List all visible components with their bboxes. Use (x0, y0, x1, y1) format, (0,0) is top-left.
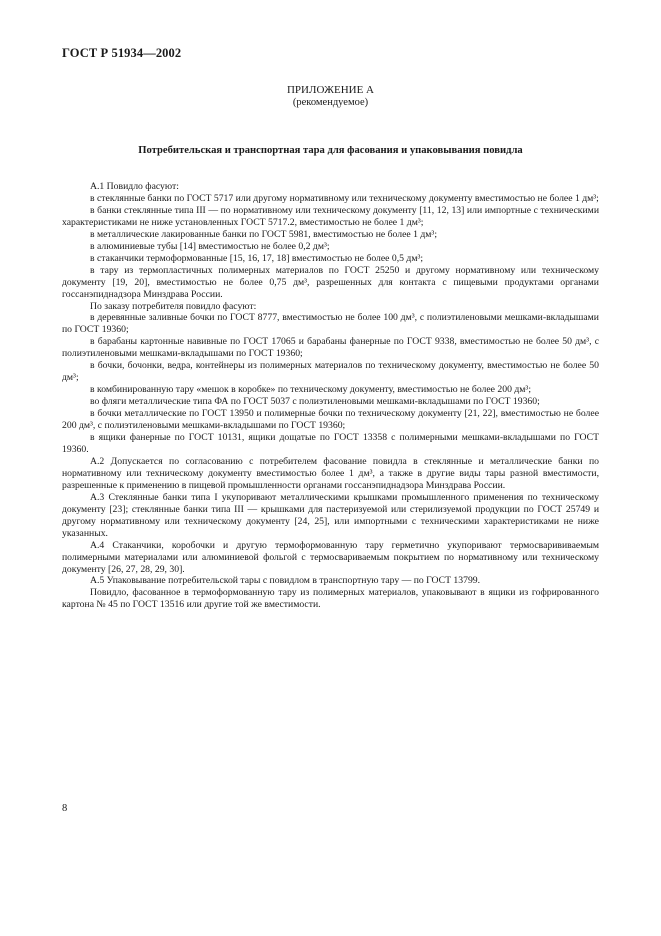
body-text (62, 181, 599, 611)
paragraph: в бочки, бочонки, ведра, контейнеры из полимерных материалов по техническому документу, вместимостью не более 50 дм³; (62, 360, 599, 384)
document-code-header: ГОСТ Р 51934—2002 (62, 46, 182, 60)
paragraph: в алюминиевые тубы [14] вместимостью не более 0,2 дм³; (90, 240, 330, 252)
paragraph: в ящики фанерные по ГОСТ 10131, ящики дощатые по ГОСТ 13358 с полимерными мешками-вкладышами по ГОСТ 19360. (62, 432, 599, 455)
paragraph: в барабаны картонные навивные по ГОСТ 17065 и барабаны фанерные по ГОСТ 9338, вместимостью не более 50 дм³, с полиэтиленовыми мешками-вкладышами по ГОСТ 19360; (62, 336, 599, 360)
paragraph: А.2 Допускается по согласованию с потребителем фасование повидла в стеклянные и металлические банки по нормативному или техническому документу вместимостью более 1 дм³, а также в другие виды тары разной вместимости, разрешенные к применению в пищевой промышленности органами госсанэпиднадзора Минздрава России. (62, 455, 599, 491)
paragraph: А.5 Упаковывание потребительской тары с повидлом в транспортную тару — по ГОСТ 13799. (90, 575, 481, 587)
paragraph: в бочки металлические по ГОСТ 13950 и полимерные бочки по техническому документу [21, 22], вместимостью не более 200 дм³, с полиэтиленовыми мешками-вкладышами по ГОСТ 19360; (62, 408, 599, 432)
paragraph: в тару из термопластичных полимерных материалов по ГОСТ 25250 и другому нормативному или техническому документу [19, 20], вместимостью не более 0,75 дм³, разрешенных для контакта с пищевыми продуктами органами госсанэпиднадзора Минздрава России. (62, 264, 599, 300)
paragraph: Повидло, фасованное в термоформованную тару из полимерных материалов, упаковывают в ящики из гофрированного картона № 45 по ГОСТ 13516 или другие той же вместимости. (62, 587, 599, 611)
paragraph: По заказу потребителя повидло фасуют: (90, 300, 257, 312)
section-heading: Потребительская и транспортная тара для фасования и упаковывания повидла (138, 145, 523, 156)
paragraph: в стаканчики термоформованные [15, 16, 17, 18] вместимостью не более 0,5 дм³; (90, 252, 424, 264)
paragraph: в банки стеклянные типа III — по нормативному или техническому документу [11, 12, 13] или импортные с техническими характеристиками не ниже установленных ГОСТ 5717.2, вместимостью не более 1 дм³; (62, 204, 599, 228)
page-number: 8 (62, 803, 68, 814)
paragraph: в деревянные заливные бочки по ГОСТ 8777, вместимостью не более 100 дм³, с полиэтиленовыми мешками-вкладышами по ГОСТ 19360; (62, 312, 599, 336)
paragraph: в металлические лакированные банки по ГОСТ 5981, вместимостью не более 1 дм³; (90, 228, 438, 240)
paragraph: А.1 Повидло фасуют: (90, 181, 179, 192)
paragraph: во фляги металлические типа ФА по ГОСТ 5037 с полиэтиленовыми мешками-вкладышами по ГОСТ 19360; (90, 396, 540, 408)
paragraph: в комбинированную тару «мешок в коробке» по техническому документу, вместимостью не более 200 дм³; (90, 384, 532, 396)
paragraph: А.3 Стеклянные банки типа I укупоривают металлическими крышками промышленного применения по техническому документу [23]; стеклянные банки типа III — крышками для пастеризуемой или стерилизуемой продукции по ГОСТ 25749 и другому нормативному или техническому документу [24, 25], или импортными с техническими характеристиками не ниже указанных. (62, 491, 599, 539)
appendix-subtitle: (рекомендуемое) (292, 97, 369, 108)
paragraph: в стеклянные банки по ГОСТ 5717 или другому нормативному или техническому документу вместимостью не более 1 дм³; (90, 192, 599, 204)
paragraph: А.4 Стаканчики, коробочки и другую термоформованную тару герметично укупоривают термосварививаемым полимерными материалами или алюминиевой фольгой с термосвариваемым покрытием по нормативному или техническому документу [26, 27, 28, 29, 30]. (62, 539, 599, 575)
appendix-title: ПРИЛОЖЕНИЕ А (286, 84, 374, 96)
